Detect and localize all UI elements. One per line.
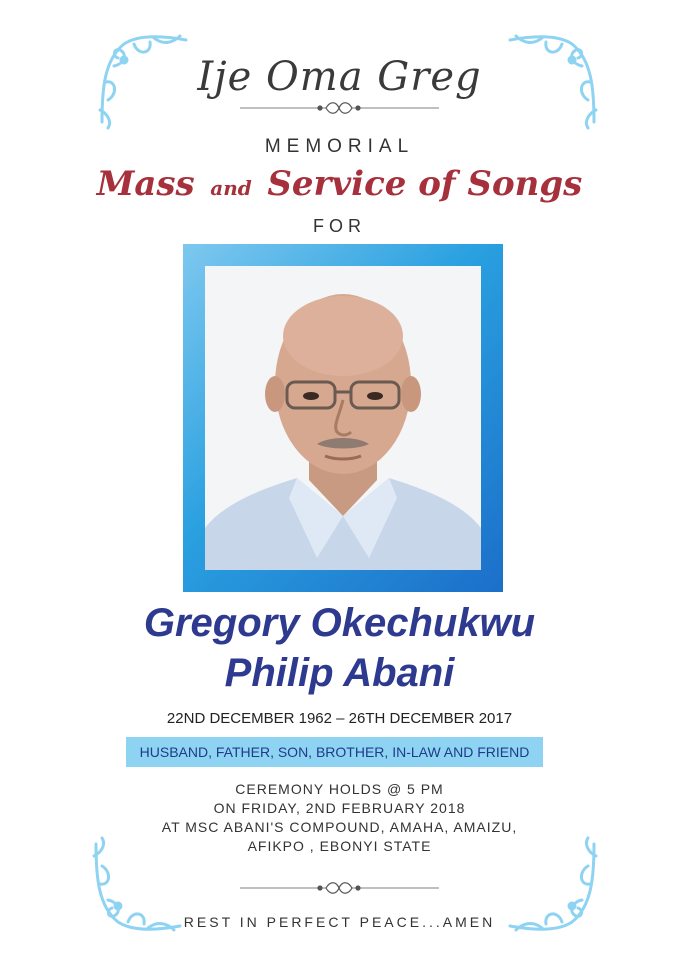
roles-banner (126, 737, 543, 767)
and-word: and (210, 176, 252, 200)
ceremony-location: AFIKPO , EBONYI STATE (247, 838, 432, 854)
name-line-2: Philip Abani (224, 651, 455, 695)
service-of-songs: Service of Songs (267, 164, 583, 204)
portrait-photo (205, 266, 481, 570)
deceased-name (0, 598, 679, 698)
ceremony-details (0, 780, 679, 856)
divider-ornament-bottom (240, 878, 439, 898)
portrait-frame (183, 244, 503, 592)
mass-word: Mass (96, 164, 195, 204)
name-line-1: Gregory Okechukwu (143, 601, 536, 645)
memorial-heading: MEMORIAL (264, 136, 415, 157)
script-title: Ije Oma Greg (197, 54, 482, 100)
for-heading: FOR (313, 216, 366, 236)
ceremony-date: ON FRIDAY, 2ND FEBRUARY 2018 (213, 800, 466, 816)
mass-heading (0, 164, 679, 204)
ceremony-time: CEREMONY HOLDS @ 5 PM (235, 781, 444, 797)
life-dates: 22ND DECEMBER 1962 – 26TH DECEMBER 2017 (166, 710, 513, 727)
ceremony-venue: AT MSC ABANI'S COMPOUND, AMAHA, AMAIZU, (161, 819, 518, 835)
roles-text: HUSBAND, FATHER, SON, BROTHER, IN-LAW AND FRIEND (139, 744, 530, 760)
divider-ornament-top (240, 98, 439, 118)
closing-message: REST IN PERFECT PEACE...AMEN (183, 914, 496, 930)
